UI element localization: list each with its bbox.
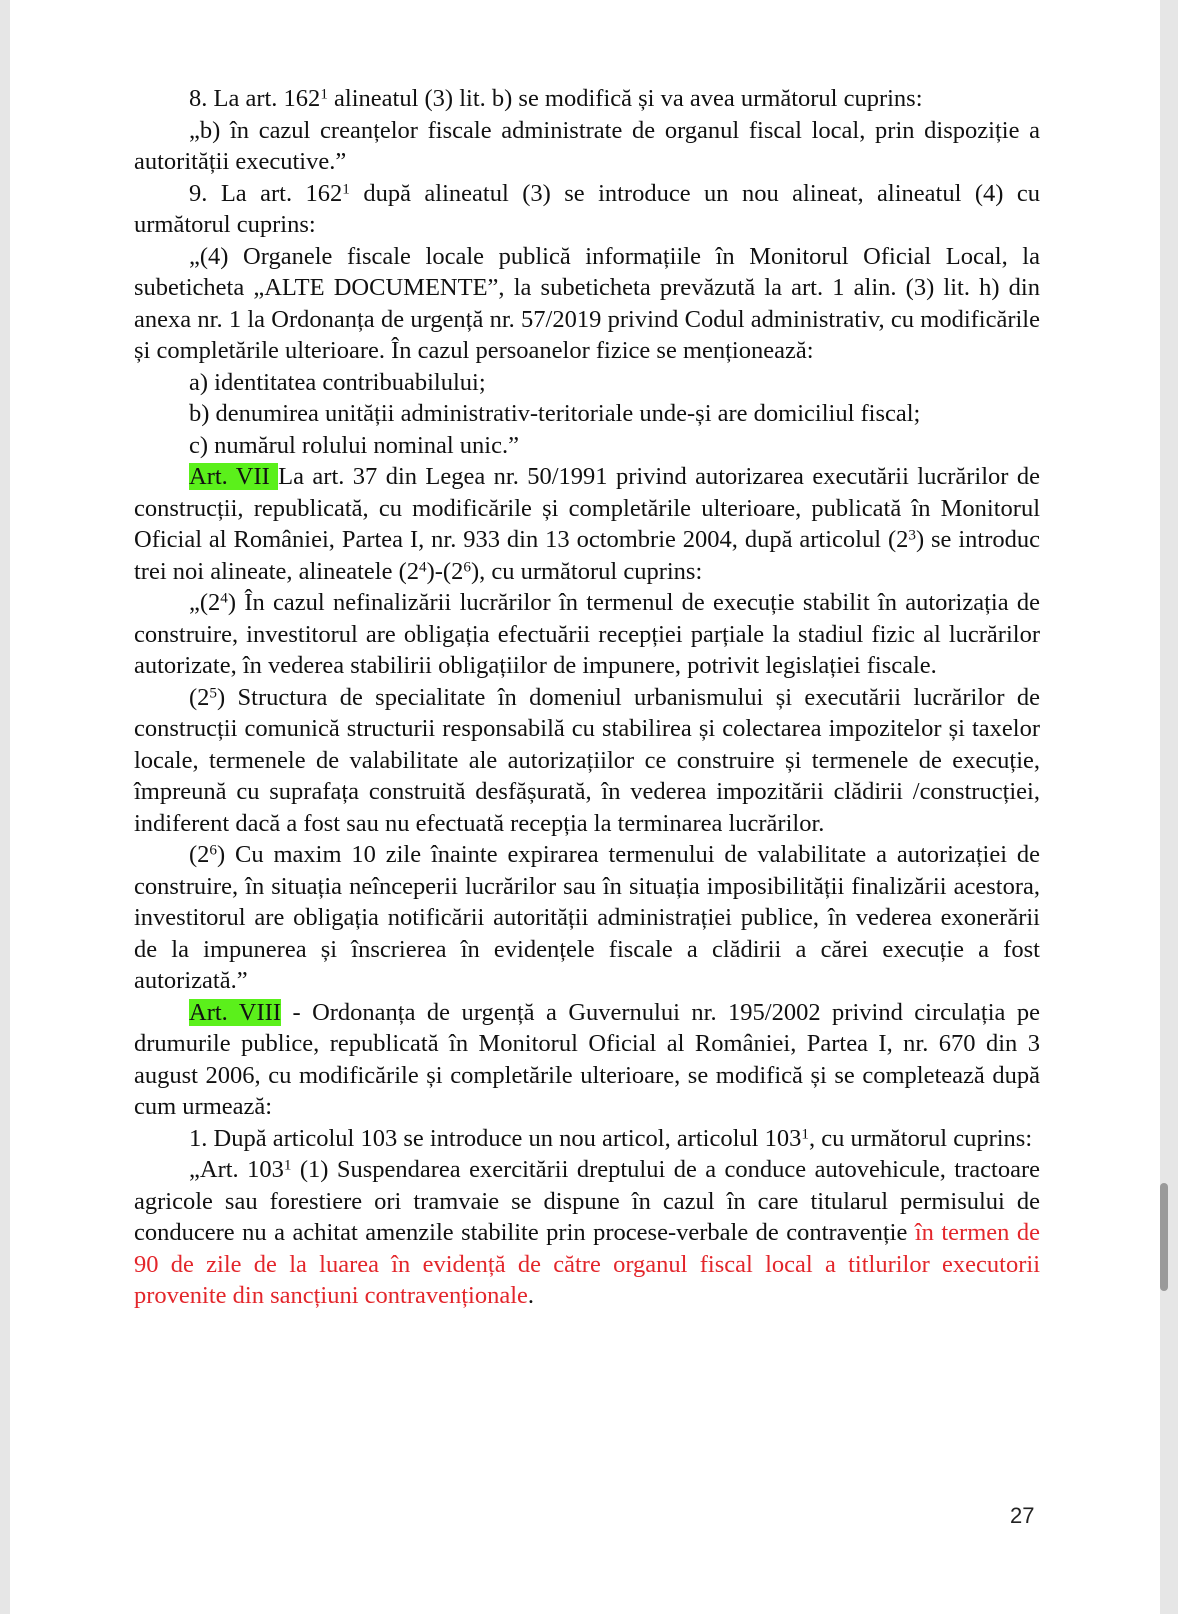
alineat-2-4: $„(2^4)$ În cazul nefinalizării lucrărilor în termenul de execuție stabilit în autorizația de construire, investitorul are obligația efectuării recepției parțiale la stadiul fizic al lucrărilor autorizate, în vederea stabilirii obligațiilor de impunere, potrivit legislației fiscale. (134, 589, 1040, 679)
list-item-b: b) denumirea unității administrativ-teritoriale unde-și are domiciliul fiscal; (189, 400, 921, 427)
list-item-c: c) numărul rolului nominal unic.” (189, 431, 519, 459)
article-vii-label: Art. VII (189, 463, 279, 490)
list-item-a: a) identitatea contribuabilului; (189, 368, 486, 396)
paragraph-9: 9. La art. $162^1$ după alineatul (3) se introduce un nou alineat, alineatul (4) cu următorul cuprins: (134, 179, 1040, 238)
article-103-1: „Art. $103^1$ (1) Suspendarea exercitării dreptului de a conduce autovehicule, tractoare agricole sau forestiere ori tramvaie se dispune în cazul în care titularul permisului de conducere nu a achitat amenzile stabilite prin procese-verbale de contravenție în termen de 90 de zile de la luarea în evidență de către organul fiscal local a titlurilor executorii provenite din sancțiuni contravenționale. (134, 1156, 1041, 1309)
article-viii-label: Art. VIII (189, 998, 281, 1026)
alineat-2-5: $(2^5)$ Structura de specialitate în domeniul urbanismului și executării lucrărilor de construcții comunică structurii responsabilă cu stabilirea și colectarea impozitelor și taxelor locale, termenele de valabilitate ale autorizațiilor ce construire și termenele de execuție, împreună cu suprafața construită desfășurată, în vederea impozitării clădirii /construcției, indiferent dacă a fost sau nu efectuată recepția la terminarea lucrărilor. (134, 683, 1040, 837)
alineat-2-6: $(2^6)$ Cu maxim 10 zile înainte expirarea termenului de valabilitate a autorizației de construire, în situația neînceperii lucrărilor sau în situația imposibilității finalizării acestora, investitorul are obligația notificării autorității administrației publice, în vederea exonerării de la impunerea și înscrierea în evidențele fiscale a clădirii a cărei execuție a fost autorizată.” (134, 841, 1040, 994)
page-number: 27 (1010, 1503, 1035, 1528)
paragraph-9-text: „(4) Organele fiscale locale publică informațiile în Monitorul Oficial Local, la subeticheta „ALTE DOCUMENTE”, la subeticheta prevăzută la art. 1 alin. (3) lit. h) din anexa nr. 1 la Ordonanța de urgență nr. 57/2019 privind Codul administrativ, cu modificările și completările ulterioare. În cazul persoanelor fizice se menționează: (134, 242, 1040, 364)
amendment-red-text: în termen de 90 de zile de la luarea în evidență de către organul fiscal local a titlurilor executorii provenite din sancțiuni contravenționale (134, 1219, 1041, 1309)
document-body (134, 83, 1040, 1312)
article-viii: Art. VIII - Ordonanța de urgență a Guvernului nr. 195/2002 privind circulația pe drumurile publice, republicată în Monitorul Oficial al României, Partea I, nr. 670 din 3 august 2006, cu modificările și completările ulterioare, se modifică și se completează după cum urmează: (134, 998, 1040, 1120)
point-1: 1. După articolul 103 se introduce un nou articol, articolul $103^1$, cu următorul cuprins: (189, 1124, 1033, 1152)
paragraph-8: 8. La art. $162^1$ alineatul (3) lit. b) se modifică și va avea următorul cuprins: (189, 85, 923, 112)
paragraph-8-text: „b) în cazul creanțelor fiscale administrate de organul fiscal local, prin dispoziție a autorității executive.” (134, 116, 1040, 175)
article-vii: Art. VII La art. 37 din Legea nr. 50/1991 privind autorizarea executării lucrărilor de construcții, republicată, cu modificările și completările ulterioare, publicată în Monitorul Oficial al României, Partea I, nr. 933 din 13 octombrie 2004, după articolul $(2^3)$ se introduc trei noi alineate, alineatele $(2^4)-(2^6)$, cu următorul cuprins: (134, 463, 1040, 585)
scrollbar-thumb[interactable] (1160, 1183, 1168, 1291)
